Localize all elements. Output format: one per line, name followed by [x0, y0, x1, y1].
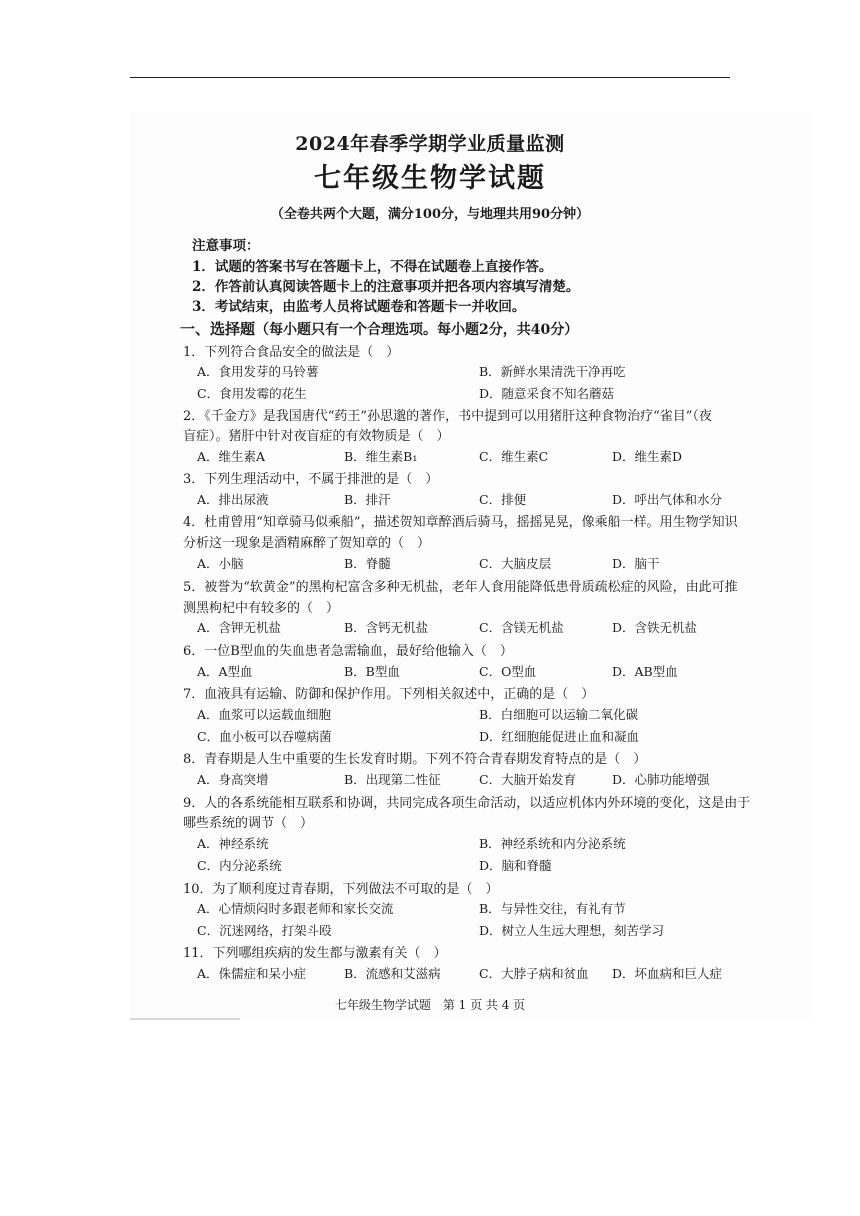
- question-7-stem: 7．血液具有运输、防御和保护作用。下列相关叙述中，正确的是（ ）: [183, 687, 595, 702]
- q1-option-c: C．食用发霉的花生: [197, 386, 307, 401]
- q11-option-b: B．流感和艾滋病: [344, 966, 441, 981]
- exam-period-title: 2024年春季学期学业质量监测: [295, 133, 565, 155]
- q8-option-d: D．心肺功能增强: [612, 772, 710, 787]
- q7-option-c: C．血小板可以吞噬病菌: [197, 729, 332, 744]
- q10-option-a: A．心情烦闷时多跟老师和家长交流: [197, 901, 394, 916]
- exam-scope-note: （全卷共两个大题，满分100分，与地理共用90分钟）: [270, 207, 590, 222]
- q5-option-c: C．含镁无机盐: [479, 620, 564, 635]
- section-heading: [180, 318, 578, 339]
- question-2-stem-cont: 盲症）。猪肝中针对夜盲症的有效物质是（ ）: [183, 429, 450, 444]
- q6-option-c: C．O型血: [479, 664, 537, 679]
- q4-option-a: A．小脑: [197, 556, 244, 571]
- q6-option-d: D．AB型血: [612, 664, 678, 679]
- question-9-stem: 9．人的各系统能相互联系和协调，共同完成各项生命活动，以适应机体内外环境的变化，这是由于: [183, 796, 751, 811]
- q8-option-c: C．大脑开始发育: [479, 772, 577, 787]
- q9-option-d: D．脑和脊髓: [479, 858, 552, 873]
- section-title: 一、选择题: [180, 320, 256, 338]
- notes-heading: 注意事项：: [192, 238, 260, 254]
- question-3-stem: 3．下列生理活动中，不属于排泄的是（ ）: [183, 472, 439, 487]
- question-10-stem: 10．为了顺利度过青春期，下列做法不可取的是（ ）: [183, 882, 499, 897]
- top-rule: [130, 77, 730, 78]
- question-11-stem: 11．下列哪组疾病的发生都与激素有关（ ）: [183, 946, 447, 961]
- q9-option-b: B．神经系统和内分泌系统: [479, 836, 626, 851]
- q8-option-b: B．出现第二性征: [344, 772, 441, 787]
- question-6-stem: 6．一位B型血的失血患者急需输血，最好给他输入（ ）: [183, 644, 513, 659]
- q5-option-d: D．含铁无机盐: [612, 620, 698, 635]
- q6-option-b: B．B型血: [344, 664, 400, 679]
- q9-option-a: A．神经系统: [197, 836, 269, 851]
- q1-option-a: A．食用发芽的马铃薯: [197, 364, 319, 379]
- q2-option-d: D．维生素D: [612, 449, 683, 464]
- q1-option-b: B．新鲜水果清洗干净再吃: [479, 364, 626, 379]
- q11-option-d: D．坏血病和巨人症: [612, 966, 723, 981]
- page-footer: 七年级生物学试题 第 1 页 共 4 页: [334, 998, 526, 1012]
- section-subtitle: （每小题只有一个合理选项。每小题2分，共40分）: [255, 322, 579, 338]
- q1-option-d: D．随意采食不知名蘑菇: [479, 386, 615, 401]
- q2-option-c: C．维生素C: [479, 449, 549, 464]
- q2-option-b: B．维生素B₁: [344, 449, 418, 464]
- q4-option-c: C．大脑皮层: [479, 556, 552, 571]
- question-4-stem-cont: 分析这一现象是酒精麻醉了贺知章的（ ）: [183, 536, 431, 551]
- q4-option-d: D．脑干: [612, 556, 660, 571]
- q5-option-a: A．含钾无机盐: [197, 620, 282, 635]
- q2-option-a: A．维生素A: [197, 449, 266, 464]
- question-5-stem: 5．被誉为“软黄金”的黑枸杞富含多种无机盐，老年人食用能降低患骨质疏松症的风险，由此可推: [183, 580, 738, 595]
- q3-option-b: B．排汗: [344, 492, 391, 507]
- question-9-stem-cont: 哪些系统的调节（ ）: [183, 816, 314, 831]
- q6-option-a: A．A型血: [197, 664, 253, 679]
- q7-option-d: D．红细胞能促进止血和凝血: [479, 729, 640, 744]
- note-item: 2．作答前认真阅读答题卡上的注意事项并把各项内容填写清楚。: [192, 279, 580, 295]
- q10-option-c: C．沉迷网络，打架斗殴: [197, 923, 332, 938]
- q10-option-b: B．与异性交往，有礼有节: [479, 901, 626, 916]
- exam-subject-title: 七年级生物学试题: [314, 163, 546, 194]
- note-item: 1．试题的答案书写在答题卡上，不得在试题卷上直接作答。: [192, 259, 553, 275]
- q3-option-a: A．排出尿液: [197, 492, 269, 507]
- q3-option-c: C．排便: [479, 492, 527, 507]
- q7-option-a: A．血浆可以运载血细胞: [197, 707, 332, 722]
- q11-option-c: C．大脖子病和贫血: [479, 966, 589, 981]
- question-5-stem-cont: 测黑枸杞中有较多的（ ）: [183, 601, 340, 616]
- q4-option-b: B．脊髓: [344, 556, 391, 571]
- q11-option-a: A．侏儒症和呆小症: [197, 966, 307, 981]
- q9-option-c: C．内分泌系统: [197, 858, 282, 873]
- q10-option-d: D．树立人生远大理想，刻苦学习: [479, 923, 665, 938]
- question-8-stem: 8．青春期是人生中重要的生长发育时期。下列不符合青春期发育特点的是（ ）: [183, 752, 647, 767]
- note-item: 3．考试结束，由监考人员将试题卷和答题卡一并收回。: [192, 299, 526, 315]
- question-4-stem: 4．杜甫曾用“知章骑马似乘船”，描述贺知章醉酒后骑马，摇摇晃晃，像乘船一样。用生物学知识: [183, 515, 738, 530]
- q5-option-b: B．含钙无机盐: [344, 620, 429, 635]
- q3-option-d: D．呼出气体和水分: [612, 492, 723, 507]
- question-1-stem: 1．下列符合食品安全的做法是（ ）: [183, 345, 400, 360]
- question-2-stem: 2．《千金方》是我国唐代“药王”孙思邈的著作，书中提到可以用猪肝这种食物治疗“雀目”（夜: [183, 409, 712, 424]
- q7-option-b: B．白细胞可以运输二氧化碳: [479, 707, 639, 722]
- q8-option-a: A．身高突增: [197, 772, 269, 787]
- scan-edge: [130, 1018, 240, 1020]
